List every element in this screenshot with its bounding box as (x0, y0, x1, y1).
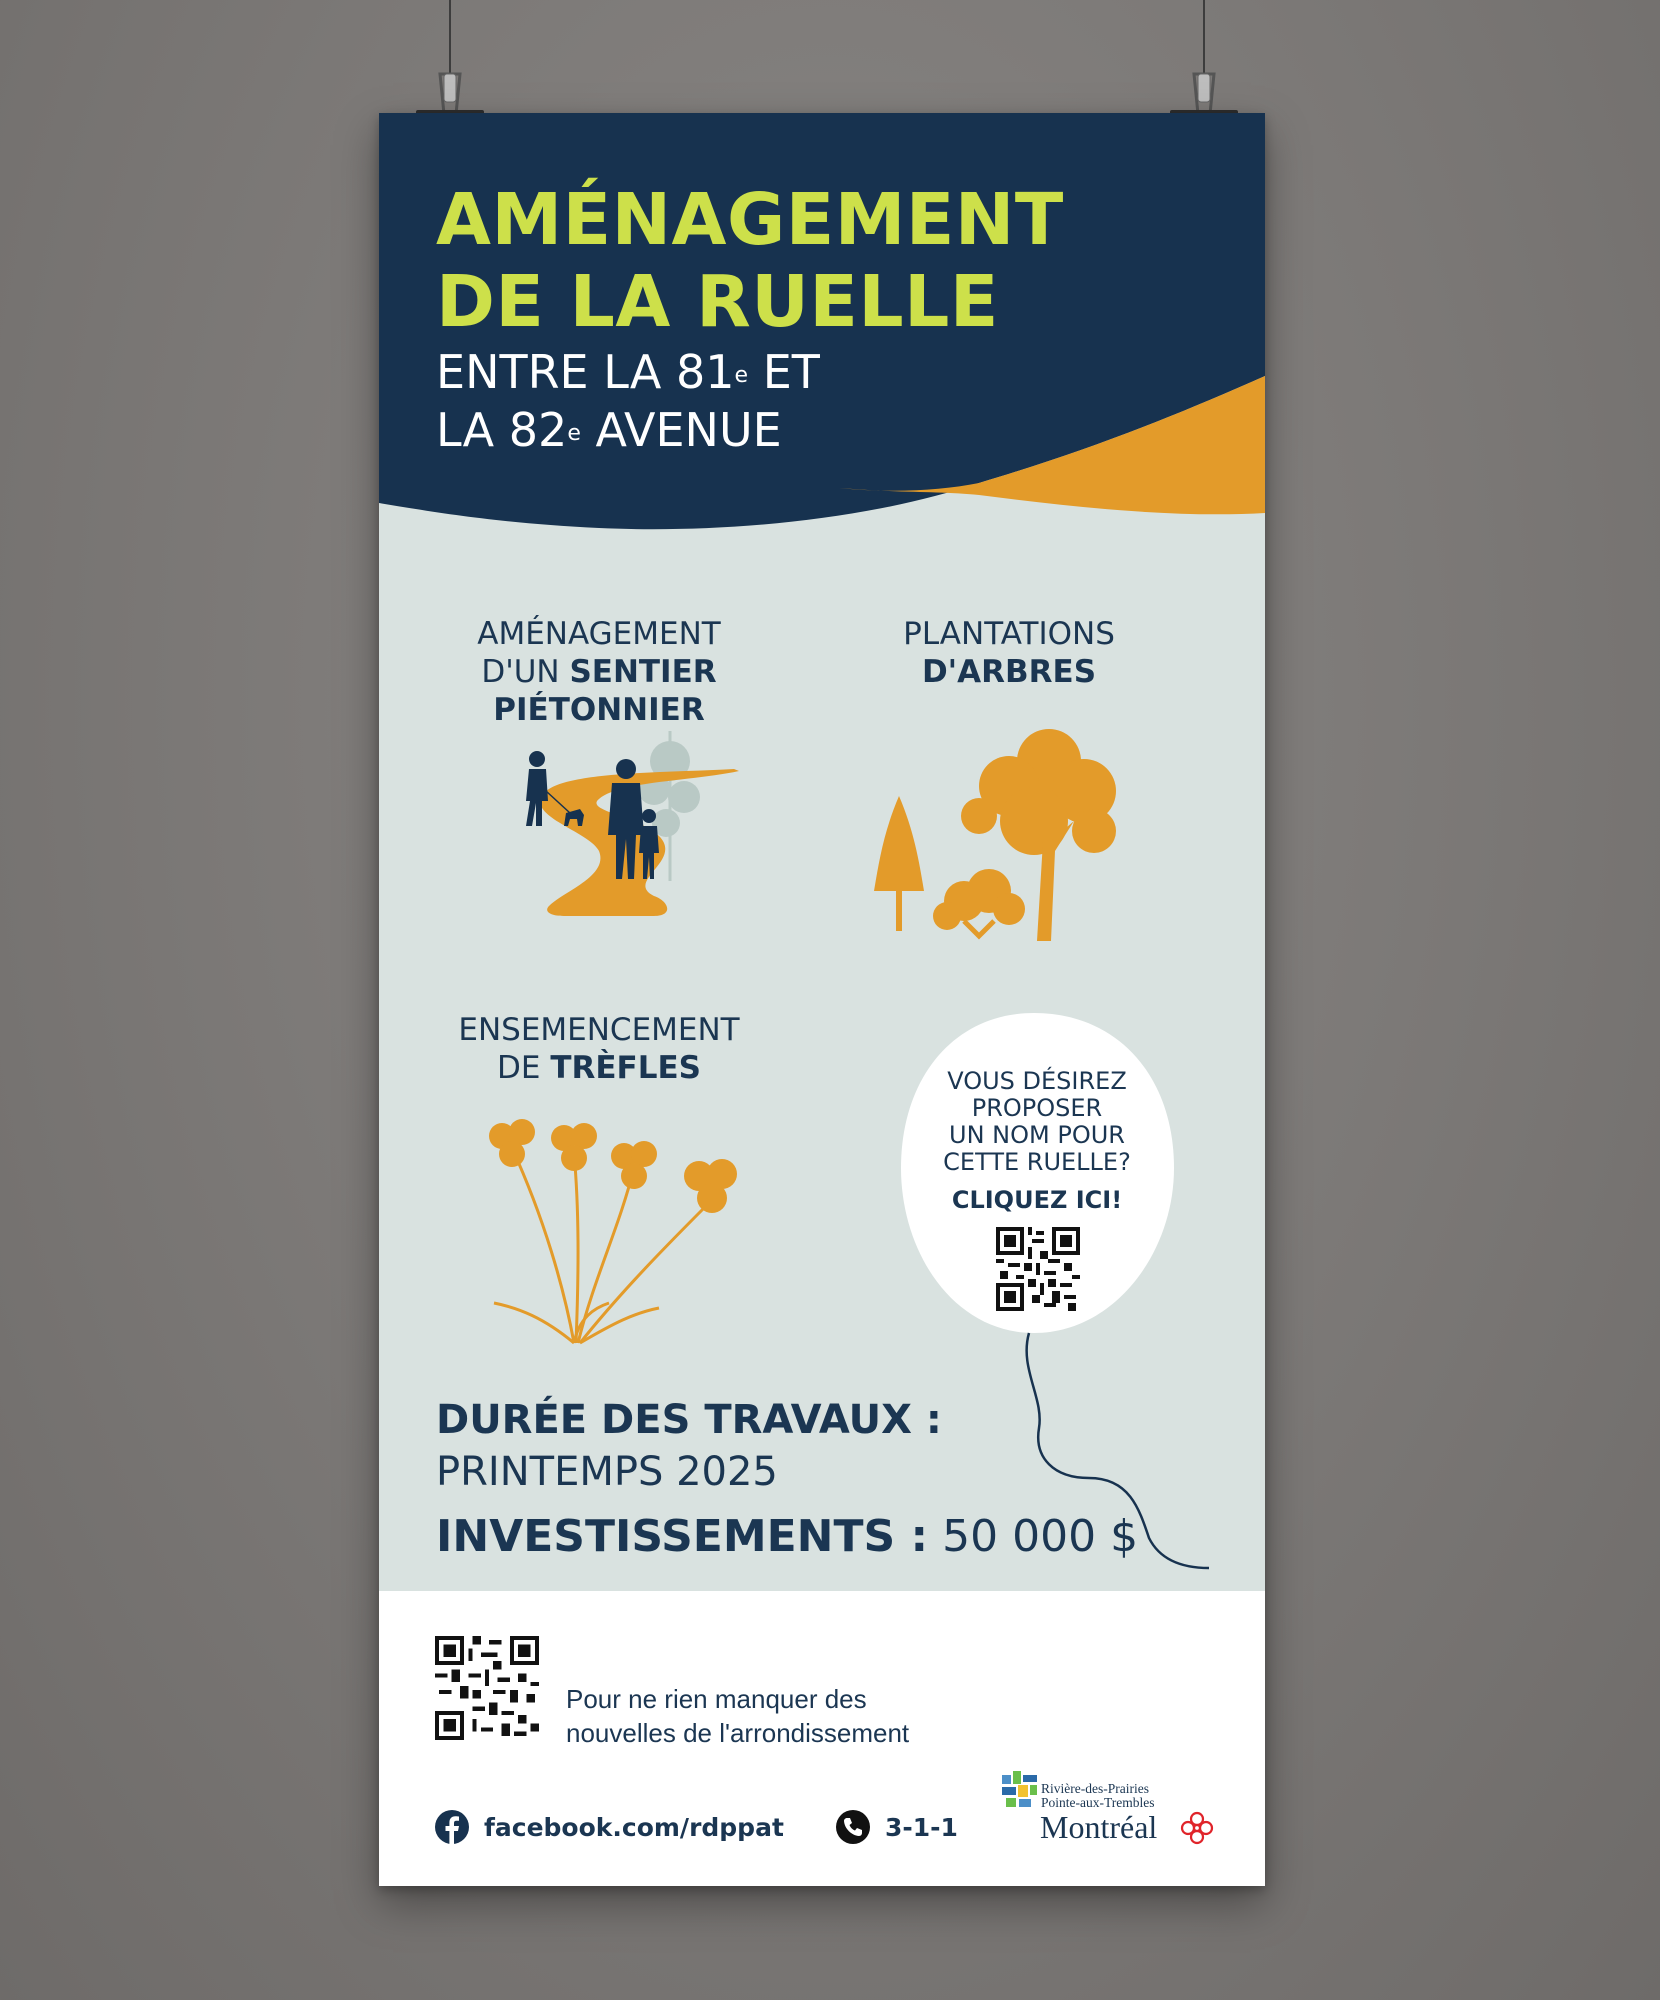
duration-label: DURÉE DES TRAVAUX : (436, 1397, 942, 1443)
newsletter-text (566, 1682, 909, 1750)
borough-name-1: Rivière-des-Prairies (1041, 1781, 1149, 1796)
balloon-line-4: CETTE RUELLE? (943, 1148, 1131, 1176)
clover-icon (484, 1118, 774, 1353)
newsletter-qr-icon[interactable] (435, 1636, 539, 1740)
subtitle-line2-post: AVENUE (580, 403, 782, 457)
feature-path-heading (449, 615, 749, 729)
balloon-cta[interactable]: CLIQUEZ ICI! (951, 1186, 1123, 1214)
investment-value: 50 000 $ (942, 1511, 1139, 1562)
phone-icon (836, 1810, 870, 1844)
trees-icon (869, 721, 1134, 956)
subtitle-line1-sup: e (734, 363, 749, 388)
facebook-link[interactable]: facebook.com/rdppat (484, 1813, 784, 1842)
investment-row (436, 1511, 1138, 1562)
feature-clover-line2-bold: TRÈFLES (550, 1050, 701, 1086)
subtitle (436, 343, 820, 459)
walking-path-icon (504, 731, 744, 926)
balloon-line-2: PROPOSER (971, 1094, 1103, 1122)
feature-path-line2-pre: D'UN (481, 654, 570, 690)
title-line-1: AMÉNAGEMENT (436, 178, 1064, 261)
feature-trees-line2-bold: D'ARBRES (921, 654, 1097, 690)
feature-clover-heading (439, 1011, 759, 1087)
feature-trees-line1: PLANTATIONS (903, 616, 1115, 652)
duration-value: PRINTEMPS 2025 (436, 1449, 778, 1495)
newsletter-line-1: Pour ne rien manquer des (566, 1684, 867, 1714)
borough-logo-icon (1002, 1771, 1038, 1809)
feature-trees-heading (864, 615, 1154, 691)
title-line-2: DE LA RUELLE (436, 260, 999, 343)
borough-name-2: Pointe-aux-Trembles (1041, 1795, 1155, 1810)
subtitle-line1-pre: ENTRE LA 81 (436, 345, 735, 399)
feature-clover-line2-pre: DE (497, 1050, 551, 1086)
balloon-question (919, 1068, 1155, 1176)
balloon-line-1: VOUS DÉSIREZ (947, 1067, 1127, 1095)
investment-label: INVESTISSEMENTS : (436, 1511, 929, 1562)
facebook-icon[interactable] (435, 1810, 469, 1844)
feature-path-line1: AMÉNAGEMENT (477, 616, 721, 652)
page-title (436, 179, 1064, 343)
feature-path-line3-bold: PIÉTONNIER (493, 692, 705, 728)
montreal-rosette-icon (1179, 1810, 1215, 1846)
balloon-line-3: UN NOM POUR (949, 1121, 1125, 1149)
feature-path-line2-bold: SENTIER (569, 654, 717, 690)
subtitle-line2-pre: LA 82 (436, 403, 568, 457)
newsletter-line-2: nouvelles de l'arrondissement (566, 1718, 910, 1748)
feature-clover-line1: ENSEMENCEMENT (458, 1012, 740, 1048)
city-name: Montréal (1040, 1809, 1158, 1845)
subtitle-line2-sup: e (567, 421, 581, 446)
poster (379, 113, 1265, 1886)
phone-number[interactable]: 3-1-1 (885, 1813, 958, 1842)
subtitle-line1-post: ET (748, 345, 820, 399)
qr-code-icon[interactable] (996, 1227, 1080, 1311)
